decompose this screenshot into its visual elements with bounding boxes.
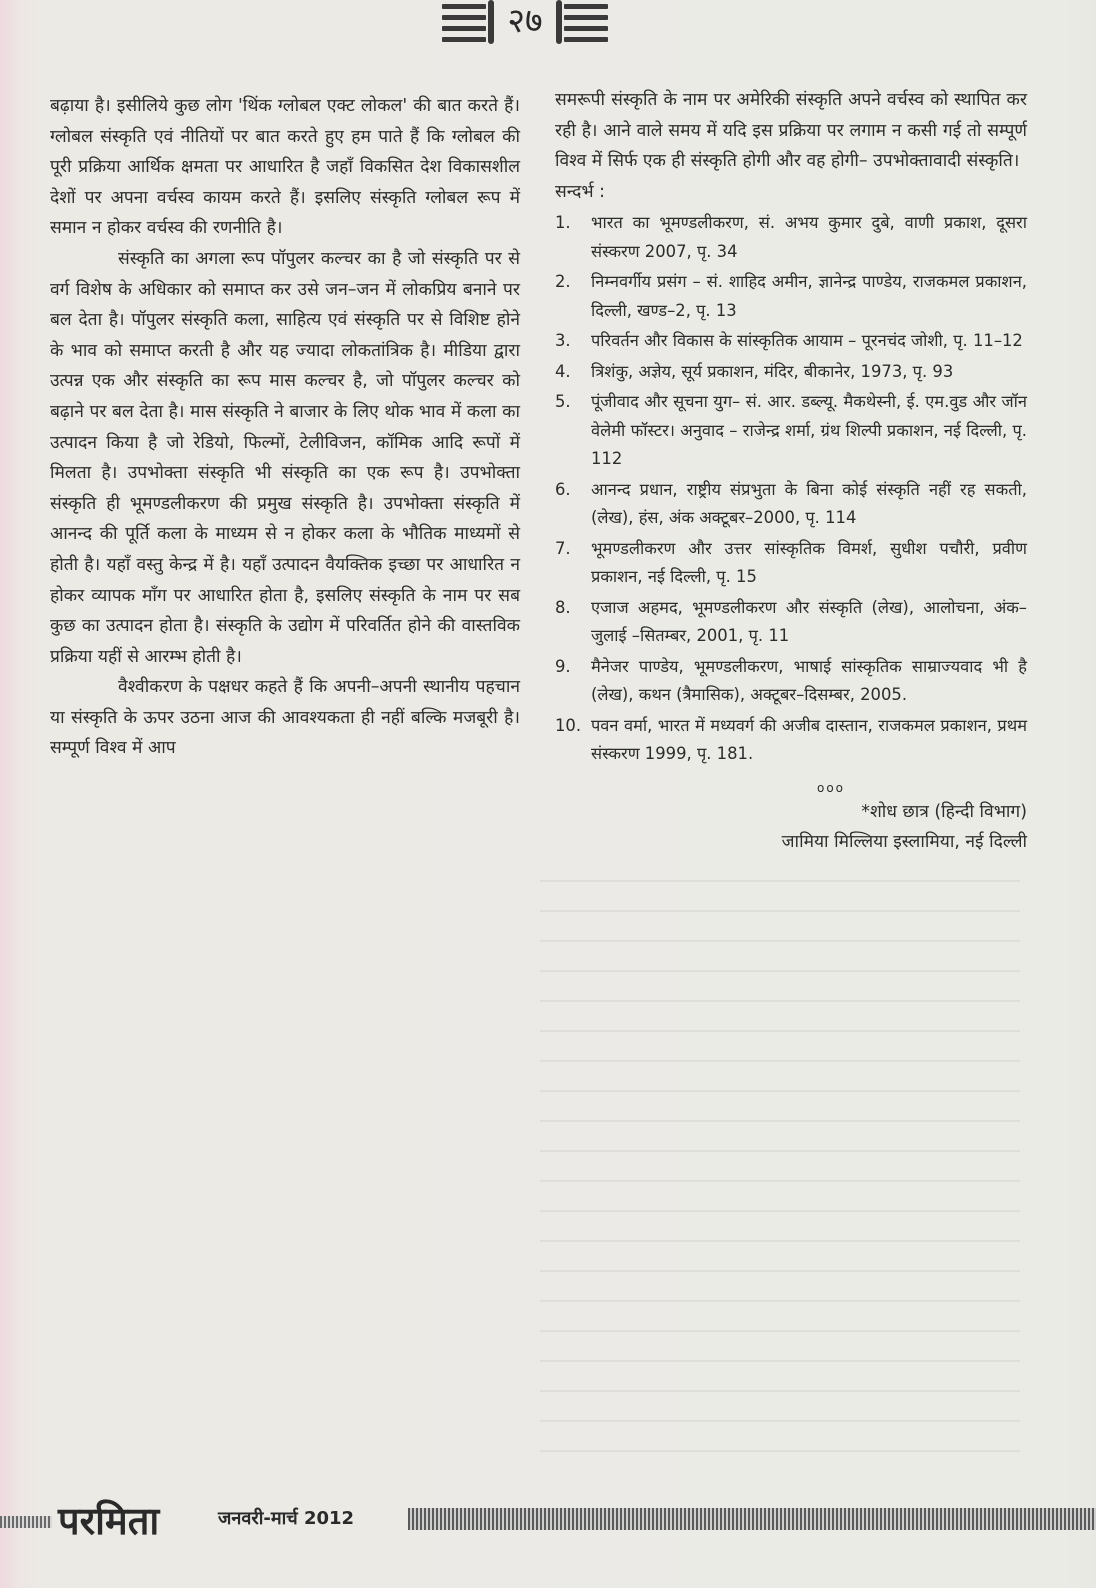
body-paragraph: वैश्वीकरण के पक्षधर कहते हैं कि अपनी–अपनी स्थानीय पहचान या संस्कृति के ऊपर उठना आज की आवश्यकता ही नहीं बल्कि मजबूरी है। सम्पूर्ण विश्व में आप bbox=[50, 677, 520, 759]
reference-item bbox=[555, 712, 1027, 769]
author-affiliation-line2: जामिया मिल्लिया इस्लामिया, नई दिल्ली bbox=[781, 831, 1027, 852]
body-paragraph: समरूपी संस्कृति के नाम पर अमेरिकी संस्कृति अपने वर्चस्व को स्थापित कर रही है। आने वाले समय में यदि इस प्रक्रिया पर लगाम न कसी गई तो सम्पूर्ण विश्व में सिर्फ एक ही संस्कृति होगी और वह होगी– उपभोक्तावादी संस्कृति। bbox=[555, 90, 1027, 172]
reference-text: भारत का भूमण्डलीकरण, सं. अभय कुमार दुबे, वाणी प्रकाश, दूसरा संस्करण 2007, पृ. 34 bbox=[591, 213, 1027, 261]
reference-item bbox=[555, 209, 1027, 266]
reference-text: आनन्द प्रधान, राष्ट्रीय संप्रभुता के बिना कोई संस्कृति नहीं रह सकती, (लेख), हंस, अंक अक्टूबर–2000, पृ. 114 bbox=[591, 479, 1027, 528]
reference-text: एजाज अहमद, भूमण्डलीकरण और संस्कृति (लेख), आलोचना, अंक– जुलाई –सितम्बर, 2001, पृ. 11 bbox=[591, 597, 1027, 646]
reference-item bbox=[555, 476, 1027, 533]
reference-text: पूंजीवाद और सूचना युग– सं. आर. डब्ल्यू. मैकथेस्नी, ई. एम.वुड और जॉन वेलेमी फॉस्टर। अनुवाद – राजेन्द्र शर्मा, ग्रंथ शिल्पी प्रकाशन, नई दिल्ली, पृ. 112 bbox=[591, 392, 1027, 469]
reference-number: 6. bbox=[555, 479, 571, 499]
reference-number: 9. bbox=[555, 656, 571, 676]
journal-logo: परमिता bbox=[58, 1499, 160, 1543]
reference-item bbox=[555, 358, 1027, 387]
header-bracket-right bbox=[556, 0, 562, 44]
footer-stripe-right bbox=[408, 1508, 1096, 1530]
author-affiliation-line1: *शोध छात्र (हिन्दी विभाग) bbox=[861, 801, 1027, 822]
reference-text: निम्नवर्गीय प्रसंग – सं. शाहिद अमीन, ज्ञानेन्द्र पाण्डेय, राजकमल प्रकाशन, दिल्ली, खण्ड–2, पृ. 13 bbox=[591, 272, 1027, 320]
reference-item bbox=[555, 594, 1027, 651]
header-ornament-right bbox=[564, 4, 608, 48]
section-separator: ooo bbox=[816, 780, 846, 795]
body-paragraph: बढ़ाया है। इसीलिये कुछ लोग 'थिंक ग्लोबल एक्ट लोकल' की बात करते हैं। ग्लोबल संस्कृति एवं नीतियों पर बात करते हुए हम पाते हैं कि ग्लोबल की पूरी प्रक्रिया आर्थिक क्षमता पर आधारित है जहाँ विकसित देश विकासशील देशों पर अपना वर्चस्व कायम करते हैं। इसलिए संस्कृति ग्लोबल रूप में समान न होकर वर्चस्व की रणनीति है। bbox=[50, 96, 520, 239]
page-number: २७ bbox=[507, 1, 543, 41]
reference-number: 1. bbox=[555, 213, 571, 233]
reference-text: त्रिशंकु, अज्ञेय, सूर्य प्रकाशन, मंदिर, बीकानेर, 1973, पृ. 93 bbox=[591, 361, 954, 381]
reference-number: 4. bbox=[555, 361, 571, 381]
references-list bbox=[555, 209, 1027, 769]
page-footer bbox=[0, 1496, 1096, 1566]
header-ornament-left bbox=[442, 4, 486, 48]
reference-number: 8. bbox=[555, 597, 571, 617]
left-column bbox=[50, 91, 520, 764]
reference-number: 3. bbox=[555, 331, 571, 351]
reference-text: परिवर्तन और विकास के सांस्कृतिक आयाम – पूरनचंद जोशी, पृ. 11–12 bbox=[591, 331, 1023, 351]
page-header bbox=[430, 0, 620, 48]
reference-text: पवन वर्मा, भारत में मध्यवर्ग की अजीब दास्तान, राजकमल प्रकाशन, प्रथम संस्करण 1999, पृ. 181. bbox=[591, 715, 1027, 764]
reference-item bbox=[555, 653, 1027, 710]
reference-number: 7. bbox=[555, 538, 571, 558]
show-through-background bbox=[540, 880, 1020, 1500]
right-column bbox=[555, 85, 1027, 857]
reference-number: 5. bbox=[555, 392, 571, 412]
reference-item bbox=[555, 268, 1027, 325]
reference-item bbox=[555, 535, 1027, 592]
body-paragraph: संस्कृति का अगला रूप पॉपुलर कल्चर का है जो संस्कृति पर से वर्ग विशेष के अधिकार को समाप्त कर उसे जन–जन में लोकप्रिय बनाने पर बल देता है। पॉपुलर संस्कृति कला, साहित्य एवं संस्कृति पर से विशिष्ट होने के भाव को समाप्त करती है और यह ज्यादा लोकतांत्रिक है। मीडिया द्वारा उत्पन्न एक और संस्कृति का रूप मास कल्चर है, जो पॉपुलर कल्चर को बढ़ाने पर बल देता है। मास संस्कृति ने बाजार के लिए थोक भाव में कला का उत्पादन किया है जो रेडियो, फिल्मों, टेलीविजन, कॉमिक आदि रूपों में मिलता है। उपभोक्ता संस्कृति भी संस्कृति का एक रूप है। उपभोक्ता संस्कृति ही भूमण्डलीकरण की प्रमुख संस्कृति है। उपभोक्ता संस्कृति में आनन्द की पूर्ति कला के माध्यम से न होकर कला के भौतिक माध्यमों से होती है। यहाँ वस्तु केन्द्र में है। यहाँ उत्पादन वैयक्तिक इच्छा पर आधारित न होकर व्यापक माँग पर आधारित होता है, इसलिए संस्कृति के नाम पर सब कुछ का उत्पादन होता है। संस्कृति के उद्योग में परिवर्तित होने की वास्तविक प्रक्रिया यहीं से आरम्भ होती है। bbox=[50, 248, 520, 667]
references-heading: सन्दर्भ : bbox=[555, 181, 605, 202]
issue-date: जनवरी-मार्च 2012 bbox=[218, 1508, 355, 1529]
reference-text: मैनेजर पाण्डेय, भूमण्डलीकरण, भाषाई सांस्कृतिक साम्राज्यवाद भी है (लेख), कथन (त्रैमासिक), अक्टूबर–दिसम्बर, 2005. bbox=[591, 656, 1027, 705]
footer-stripe-left bbox=[0, 1516, 52, 1528]
reference-item bbox=[555, 388, 1027, 474]
reference-number: 2. bbox=[555, 272, 571, 292]
reference-text: भूमण्डलीकरण और उत्तर सांस्कृतिक विमर्श, सुधीश पचौरी, प्रवीण प्रकाशन, नई दिल्ली, पृ. 15 bbox=[591, 538, 1027, 587]
reference-item bbox=[555, 327, 1027, 356]
reference-number: 10. bbox=[555, 715, 582, 735]
